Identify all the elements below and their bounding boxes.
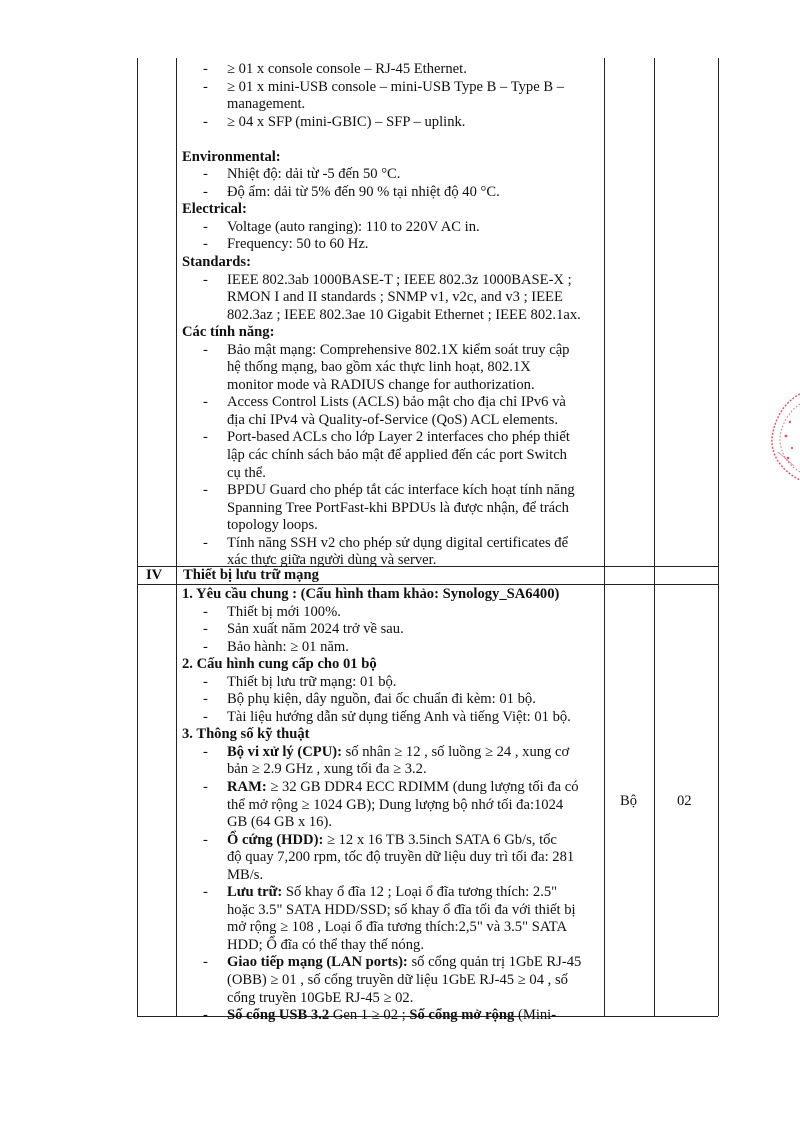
list-item-continuation: management.	[227, 96, 306, 113]
list-item-continuation: địa chỉ IPv4 và Quality-of-Service (QoS) ACL elements.	[227, 411, 558, 428]
list-item: - Độ ẩm: dải từ 5% đến 90 % tại nhiệt độ 40 °C.	[203, 183, 500, 200]
list-item-continuation: hoặc 3.5" SATA HDD/SSD; số khay ổ đĩa tối đa với thiết bị	[227, 901, 576, 918]
list-item-continuation: bản ≥ 2.9 GHz , xung tối đa ≥ 3.2.	[227, 761, 427, 778]
list-item-continuation: xác thực giữa người dùng và server.	[227, 552, 437, 569]
list-item: - ≥ 01 x mini-USB console – mini-USB Type B – Type B –	[203, 78, 565, 95]
table-divider-number	[176, 58, 177, 1016]
list-item: - IEEE 802.3ab 1000BASE-T ; IEEE 802.3z 1000BASE-X ;	[203, 271, 572, 288]
table-divider-unit	[654, 58, 655, 1016]
list-item-continuation: HDD; Ổ đĩa có thể thay thế nóng.	[227, 936, 424, 953]
list-item: - Bộ phụ kiện, dây nguồn, đai ốc chuẩn đi kèm: 01 bộ.	[203, 691, 536, 708]
table-divider-spec	[604, 58, 605, 1016]
specifications-heading: 3. Thông số kỹ thuật	[182, 726, 310, 743]
section-title: Thiết bị lưu trữ mạng	[183, 567, 319, 583]
list-item: - Frequency: 50 to 60 Hz.	[203, 236, 369, 253]
list-item: - Thiết bị mới 100%.	[203, 603, 341, 620]
spec-lan-ports: - Giao tiếp mạng (LAN ports): số cổng quản trị 1GbE RJ-45	[203, 954, 582, 971]
list-item-continuation: cụ thể.	[227, 464, 266, 481]
list-item-continuation: Spanning Tree PortFast-khi BPDUs là được nhận, để trách	[227, 499, 569, 516]
spec-hdd: - Ổ cứng (HDD): ≥ 12 x 16 TB 3.5inch SATA 6 Gb/s, tốc	[203, 831, 557, 848]
list-item: - Thiết bị lưu trữ mạng: 01 bộ.	[203, 673, 397, 690]
list-item-continuation: MB/s.	[227, 866, 264, 883]
list-item: - Bảo hành: ≥ 01 năm.	[203, 638, 349, 655]
list-item-continuation: monitor mode và RADIUS change for authorization.	[227, 376, 535, 393]
list-item: - Voltage (auto ranging): 110 to 220V AC in.	[203, 218, 480, 235]
list-item: - Tài liệu hướng dẫn sử dụng tiếng Anh và tiếng Việt: 01 bộ.	[203, 708, 571, 725]
list-item-continuation: cổng truyền 10GbE RJ-45 ≥ 02.	[227, 989, 414, 1006]
list-item: - Port-based ACLs cho lớp Layer 2 interfaces cho phép thiết	[203, 429, 570, 446]
standards-heading: Standards:	[182, 254, 251, 271]
general-requirements-heading: 1. Yêu cầu chung : (Cấu hình tham khảo: Synology_SA6400)	[182, 586, 560, 602]
section-number: IV	[146, 567, 163, 583]
features-heading: Các tính năng:	[182, 324, 275, 341]
list-item-continuation: hệ thống mạng, bao gồm xác thực linh hoạt, 802.1X	[227, 359, 531, 376]
list-item-continuation: RMON I and II standards ; SNMP v1, v2c, and v3 ; IEEE	[227, 289, 563, 306]
red-seal-stamp	[766, 392, 800, 482]
spec-usb-expansion: - Số cổng USB 3.2 Gen 1 ≥ 02 ; Số cổng mở rộng (Mini-	[203, 1007, 557, 1024]
environmental-heading: Environmental:	[182, 148, 281, 165]
list-item-continuation: topology loops.	[227, 517, 318, 534]
list-item: - Tính năng SSH v2 cho phép sử dụng digital certificates để	[203, 534, 569, 551]
spec-ram: - RAM: ≥ 32 GB DDR4 ECC RDIMM (dung lượng tối đa có	[203, 779, 579, 796]
table-border-right	[718, 58, 719, 1016]
list-item: - ≥ 01 x console console – RJ-45 Ethernet.	[203, 61, 467, 77]
configuration-heading: 2. Cấu hình cung cấp cho 01 bộ	[182, 656, 377, 673]
spacer	[182, 131, 602, 149]
spec-storage: - Lưu trữ: Số khay ổ đĩa 12 ; Loại ổ đĩa tương thích: 2.5"	[203, 884, 558, 901]
electrical-heading: Electrical:	[182, 201, 247, 218]
list-item-continuation: độ quay 7,200 rpm, tốc độ truyền dữ liệu duy trì tối đa: 281	[227, 849, 575, 866]
list-item: - Nhiệt độ: dải từ -5 đến 50 °C.	[203, 166, 401, 183]
unit-cell: Bộ	[620, 793, 638, 809]
quantity-cell: 02	[677, 793, 692, 809]
list-item: - BPDU Guard cho phép tắt các interface kích hoạt tính năng	[203, 482, 575, 499]
list-item-continuation: lập các chính sách bảo mật để applied đến các port Switch	[227, 447, 567, 464]
list-item-continuation: GB (64 GB x 16).	[227, 814, 332, 831]
list-item-continuation: mở rộng ≥ 108 , Loại ổ đĩa tương thích:2,5" và 3.5" SATA	[227, 919, 568, 936]
list-item: - Bảo mật mạng: Comprehensive 802.1X kiểm soát truy cập	[203, 341, 570, 358]
list-item: - Sản xuất năm 2024 trở về sau.	[203, 621, 404, 638]
list-item-continuation: 802.3az ; IEEE 802.3ae 10 Gigabit Ethernet ; IEEE 802.1ax.	[227, 306, 581, 323]
nas-spec-cell	[182, 586, 602, 1025]
list-item: - Access Control Lists (ACLS) bảo mật cho địa chỉ IPv6 và	[203, 394, 566, 411]
list-item-continuation: (OBB) ≥ 01 , số cổng truyền dữ liệu 1GbE RJ-45 ≥ 04 , số	[227, 972, 568, 989]
switch-spec-cell	[182, 61, 602, 570]
spec-cpu: - Bộ vi xử lý (CPU): số nhân ≥ 12 , số luồng ≥ 24 , xung cơ	[203, 743, 570, 760]
list-item: - ≥ 04 x SFP (mini-GBIC) – SFP – uplink.	[203, 113, 466, 130]
list-item-continuation: thể mở rộng ≥ 1024 GB); Dung lượng bộ nhớ tối đa:1024	[227, 796, 564, 813]
table-border-left	[137, 58, 138, 1016]
